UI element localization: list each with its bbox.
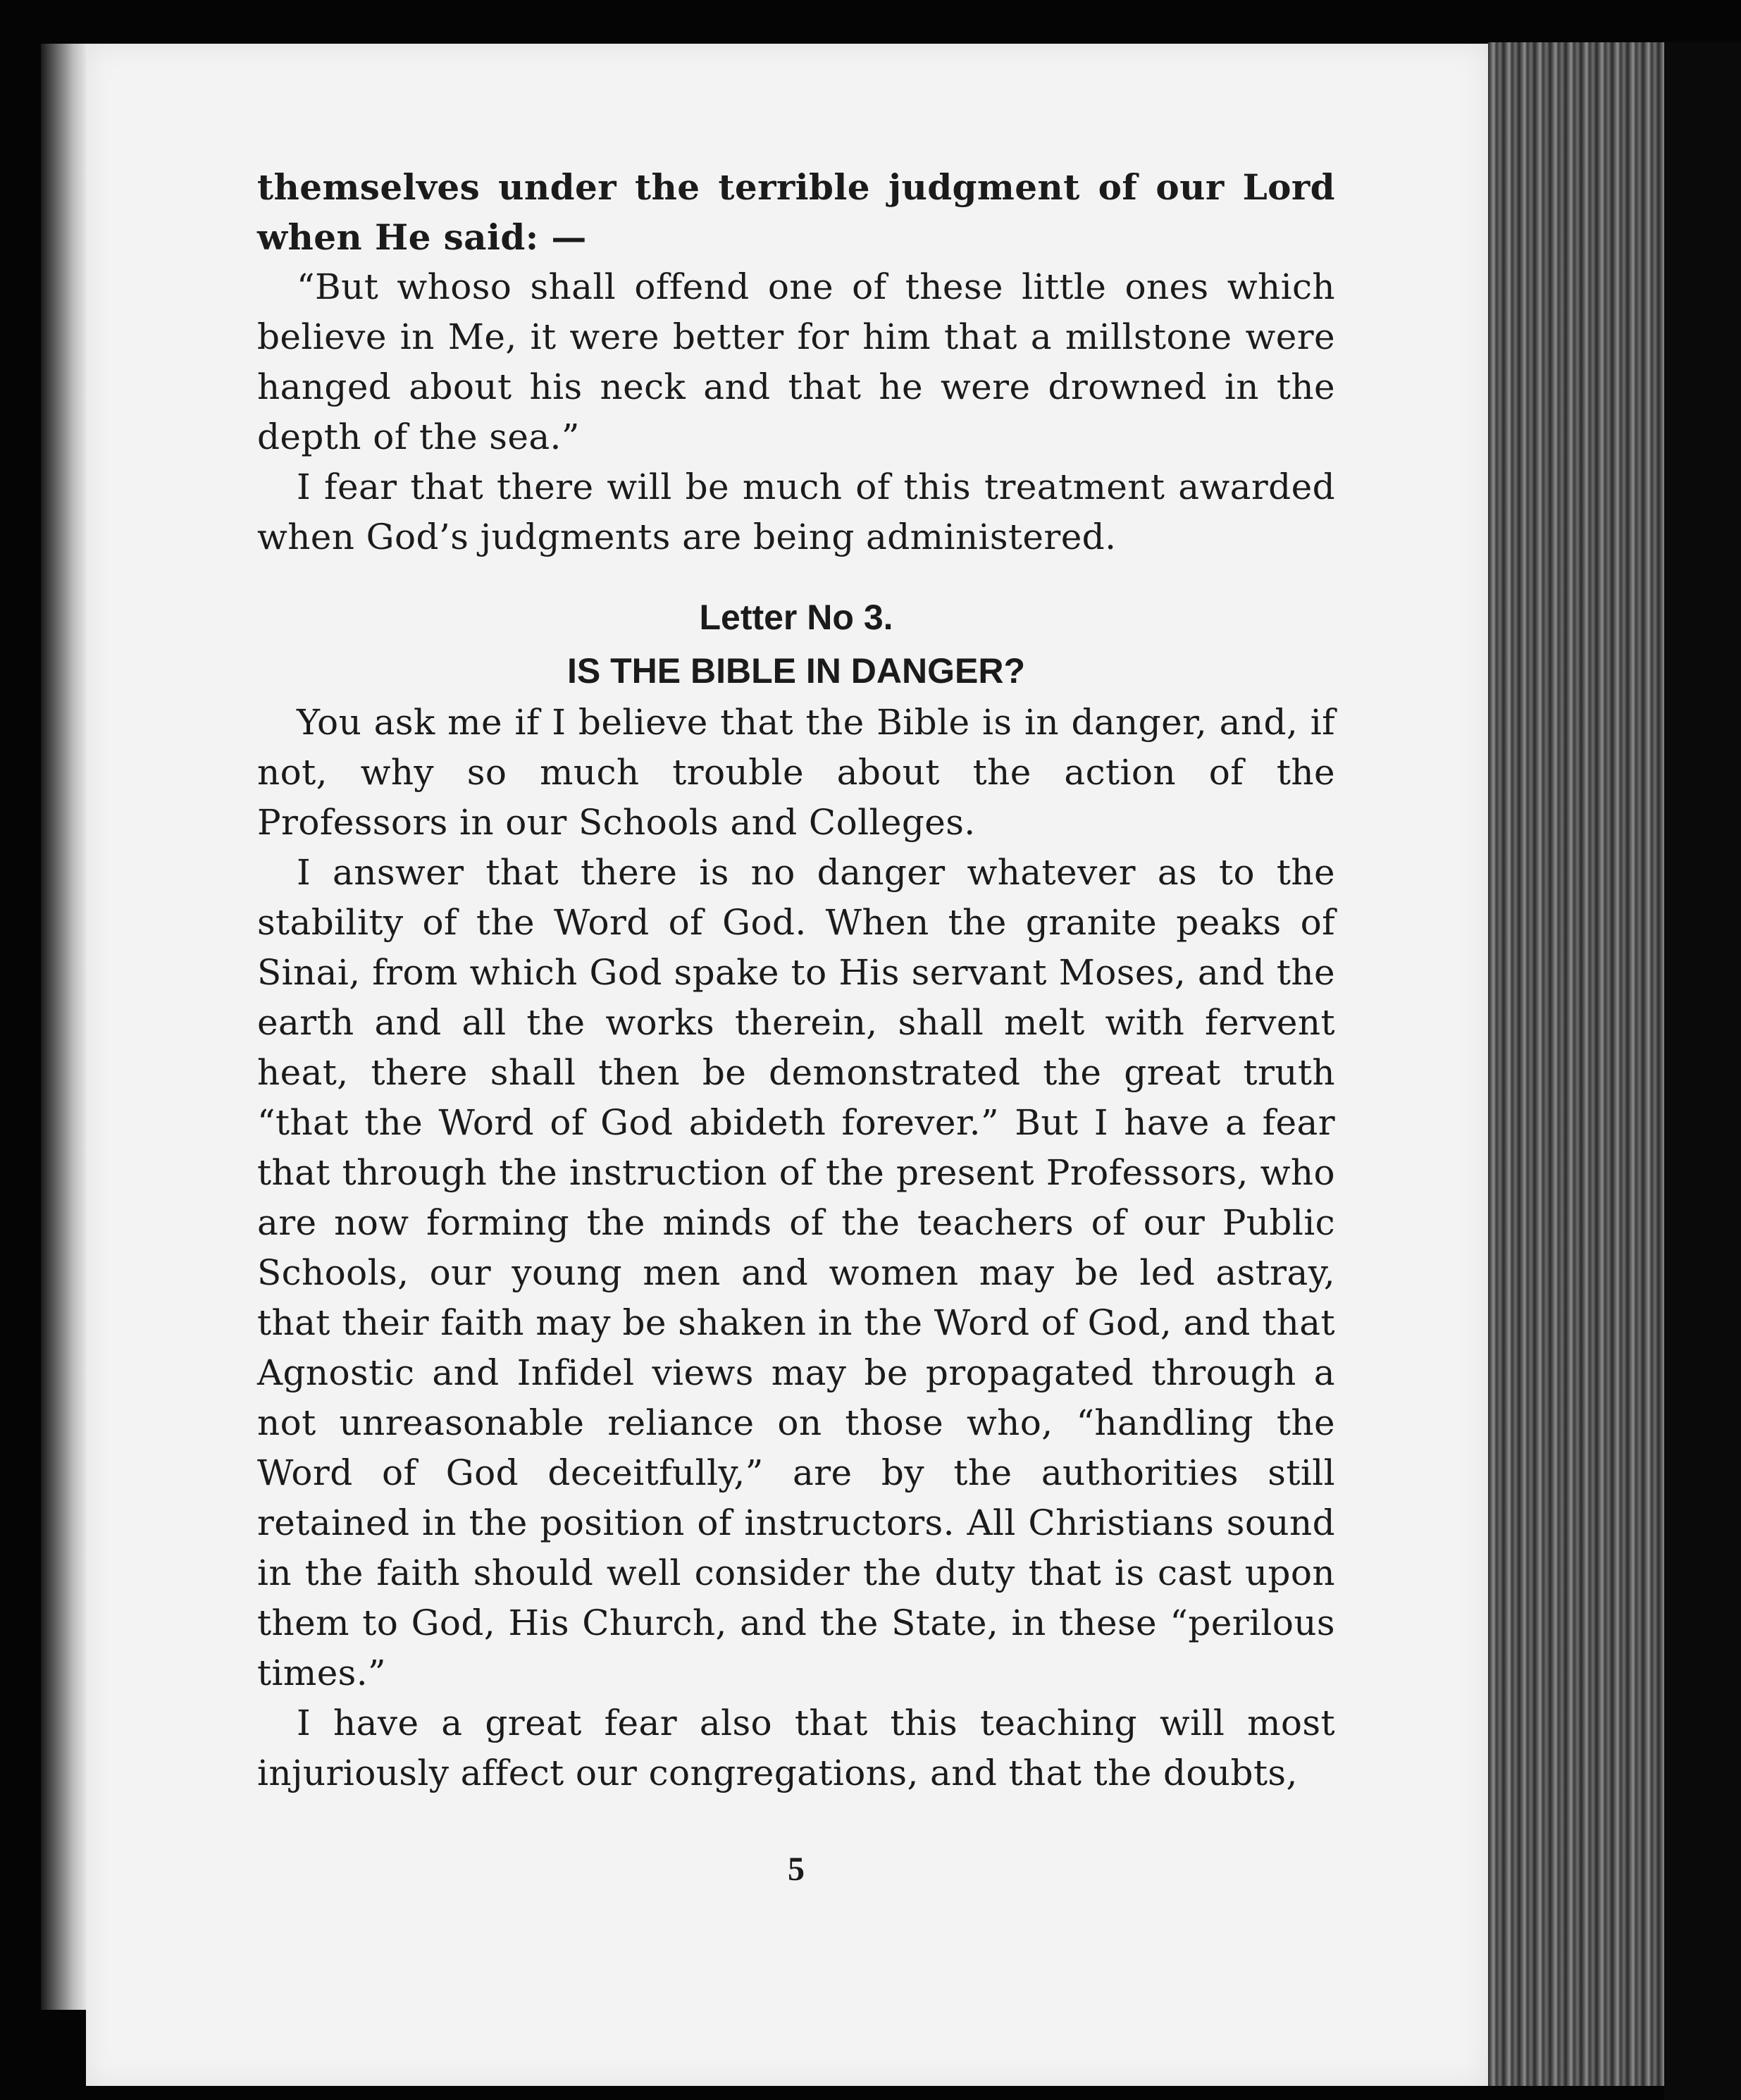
page-number: 5 — [788, 1851, 805, 1888]
letter-heading: Letter No 3. — [699, 598, 893, 637]
paragraph-answer: I answer that there is no danger whatever as to the stability of the Word of God. When the granite peaks of Sinai, from which God spake to His servant Moses, and the earth and all the works therein, shall melt with fervent heat, there shall then be demonstrated the great truth “that the Word of God abideth forever.” But I have a fear that through the instruction of the present Professors, who are now forming the minds of the teachers of our Public Schools, our young men and women may be led astray, that their faith may be shaken in the Word of God, and that Agnostic and Infidel views may be propagated through a not unreasonable reliance on those who, “handling the Word of God deceitfully,” are by the authorities still retained in the position of instructors. All Christians sound in the faith should well consider the duty that is cast upon them to God, His Church, and the State, in these “perilous times.” — [257, 852, 1335, 1693]
page-text-block — [257, 162, 1335, 1888]
paragraph-continuation: themselves under the terrible judgment of our Lord when He said: — — [257, 166, 1335, 258]
left-page-edge — [41, 44, 87, 2010]
paragraph-question: You ask me if I believe that the Bible is in danger, and, if not, why so much trouble about the action of the Professors in our Schools and Colleges. — [257, 702, 1335, 843]
paragraph-scripture-quote: “But whoso shall offend one of these little ones which believe in Me, it were better for him that a millstone were hanged about his neck and that he were drowned in the depth of the sea.” — [257, 266, 1335, 457]
paragraph-fear-treatment: I fear that there will be much of this treatment awarded when God’s judgments are being administered. — [257, 467, 1335, 557]
page-stack-edge — [1488, 42, 1664, 2086]
right-dark-border — [1664, 42, 1741, 2100]
letter-title: IS THE BIBLE IN DANGER? — [566, 651, 1026, 691]
paragraph-congregations: I have a great fear also that this teaching will most injuriously affect our congregations, and that the doubts, — [257, 1703, 1335, 1793]
